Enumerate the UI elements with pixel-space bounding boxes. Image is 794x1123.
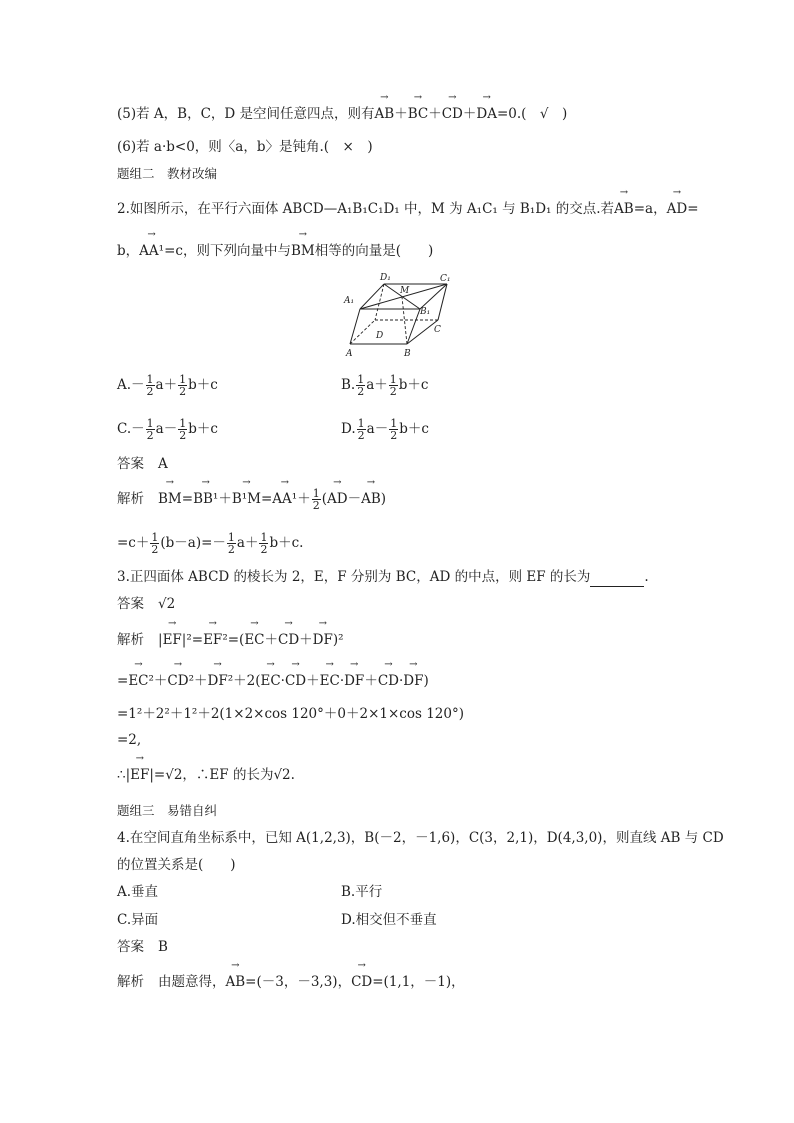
edge-c1-c [438, 284, 447, 320]
label-a: A [346, 349, 353, 359]
fraction: $\frac{1}{2}$ [389, 373, 397, 398]
vector-bm: → BM [158, 489, 182, 509]
fraction: $\frac{1}{2}$ [146, 373, 154, 398]
vector-bb1: → BB¹ [193, 489, 218, 509]
label-b1: B₁ [420, 307, 431, 317]
option-a: A.－ $\frac{1}{2}$ a＋ $\frac{1}{2}$ b＋c [117, 373, 218, 398]
analysis-3-line-5: ∴|→ EF|=√2，∴EF 的长为√2. [117, 765, 295, 785]
answer-3: 答案 √2 [117, 596, 176, 612]
label-a1: A₁ [344, 296, 355, 306]
vector-ec: → EC [320, 671, 340, 691]
fraction: $\frac{1}{2}$ [179, 373, 187, 398]
fraction: $\frac{1}{2}$ [227, 531, 235, 556]
vector-ef: → EF [130, 765, 149, 785]
label-d: D [376, 331, 384, 341]
vector-da: → DA [476, 104, 497, 124]
analysis-2-line-2: =c＋ $\frac{1}{2}$ (b－a)=－ $\frac{1}{2}$ a＋ $\frac{1}{2}$ b＋c. [117, 531, 304, 556]
vector-df: → DF [344, 671, 364, 691]
label-c: C [434, 325, 441, 335]
statement-5: (5)若 A，B，C，D 是空间任意四点，则有→ AB＋→ BC＋→ CD＋→ DA=0.( √ ) [117, 104, 567, 124]
answer-4: 答案 B [117, 939, 168, 955]
vector-ec: → EC [260, 671, 280, 691]
vector-df: → DF [403, 671, 423, 691]
option-a: A.垂直 [117, 884, 159, 900]
option-d: D.相交但不垂直 [341, 912, 437, 928]
section-heading-2: 题组二 教材改编 [117, 166, 218, 181]
question-2-line-2: b，→ AA¹=c，则下列向量中与→ BM相等的向量是( ) [117, 241, 433, 261]
option-d: D. $\frac{1}{2}$ a－ $\frac{1}{2}$ b＋c [341, 417, 429, 442]
analysis-3-line-1: 解析 |→ EF|²=→ EF²=(→ EC＋→ CD＋→ DF)² [117, 630, 344, 650]
vector-ec: → EC [128, 671, 148, 691]
vector-cd: → CD [285, 671, 306, 691]
fraction: $\frac{1}{2}$ [179, 417, 187, 442]
label-d1: D₁ [380, 273, 391, 283]
vector-b1m: → B¹M [232, 489, 261, 509]
analysis-2-line-1: 解析→ BM=→ BB¹＋→ B¹M=→ AA¹＋ $\frac{1}{2}$ (→ AD－→ AB) [117, 488, 386, 511]
vector-bc: → BC [408, 104, 429, 124]
vector-ef: → EF [163, 630, 182, 650]
vector-ef: → EF [203, 630, 222, 650]
vector-cd: → CD [278, 630, 299, 650]
section-heading-3: 题组三 易错自纠 [117, 803, 218, 818]
question-4-line-2: 的位置关系是( ) [117, 857, 236, 873]
answer-2: 答案 A [117, 456, 168, 472]
answer-blank [590, 572, 644, 587]
fraction: $\frac{1}{2}$ [146, 417, 154, 442]
parallelepiped-figure [340, 270, 460, 362]
label-m: M [400, 286, 410, 296]
vector-cd: → CD [167, 671, 188, 691]
fraction: $\frac{1}{2}$ [312, 487, 320, 512]
fraction: $\frac{1}{2}$ [260, 531, 268, 556]
vector-df: → DF [313, 630, 333, 650]
option-c: C.异面 [117, 912, 159, 928]
vector-ec: → EC [244, 630, 264, 650]
vector-aa1: → AA¹ [139, 241, 164, 261]
fraction: $\frac{1}{2}$ [151, 531, 159, 556]
analysis-3-line-4: =2, [117, 732, 142, 748]
question-4-line-1: 4.在空间直角坐标系中，已知 A(1,2,3)，B(－2，－1,6)，C(3，2,1)，D(4,3,0)，则直线 AB 与 CD [117, 830, 724, 846]
option-b: B. $\frac{1}{2}$ a＋ $\frac{1}{2}$ b＋c [341, 373, 429, 398]
statement-6: (6)若 a·b<0，则〈a，b〉是钝角.( × ) [117, 139, 373, 155]
vector-cd: → CD [442, 104, 463, 124]
vector-ab: → AB [361, 489, 381, 509]
fraction: $\frac{1}{2}$ [357, 417, 365, 442]
vector-ad: → AD [667, 199, 688, 219]
vector-df: → DF [208, 671, 228, 691]
vector-cd: → CD [378, 671, 399, 691]
fraction: $\frac{1}{2}$ [390, 417, 398, 442]
vector-ab: → AB [226, 972, 246, 992]
analysis-3-line-2: =→ EC²＋→ CD²＋→ DF²＋2(→ EC·→ CD＋→ EC·→ DF＋→ CD·→ DF) [117, 671, 429, 691]
analysis-3-line-3: =1²＋2²＋1²＋2(1×2×cos 120°＋0＋2×1×cos 120°) [117, 706, 464, 722]
segment-b-m [402, 297, 407, 344]
label-c1: C₁ [440, 274, 451, 284]
fraction: $\frac{1}{2}$ [357, 373, 365, 398]
option-b: B.平行 [341, 884, 383, 900]
vector-ab: → AB [375, 104, 395, 124]
question-3: 3.正四面体 ABCD 的棱长为 2，E，F 分别为 BC，AD 的中点，则 EF 的长为 . [117, 569, 649, 585]
vector-bm: → BM [291, 241, 315, 261]
vector-aa1: → AA¹ [272, 489, 297, 509]
vector-ad: → AD [327, 489, 348, 509]
option-c: C.－ $\frac{1}{2}$ a－ $\frac{1}{2}$ b＋c [117, 417, 218, 442]
vector-ab: → AB [614, 199, 634, 219]
question-2-line-1: 2.如图所示，在平行六面体 ABCD—A₁B₁C₁D₁ 中，M 为 A₁C₁ 与 B₁D₁ 的交点.若→ AB=a，→ AD= [117, 199, 699, 219]
label-b: B [404, 349, 411, 359]
vector-cd: → CD [351, 972, 372, 992]
analysis-4-line-1: 解析 由题意得，→ AB=(－3，－3,3)，→ CD=(1,1，－1)， [117, 972, 465, 992]
